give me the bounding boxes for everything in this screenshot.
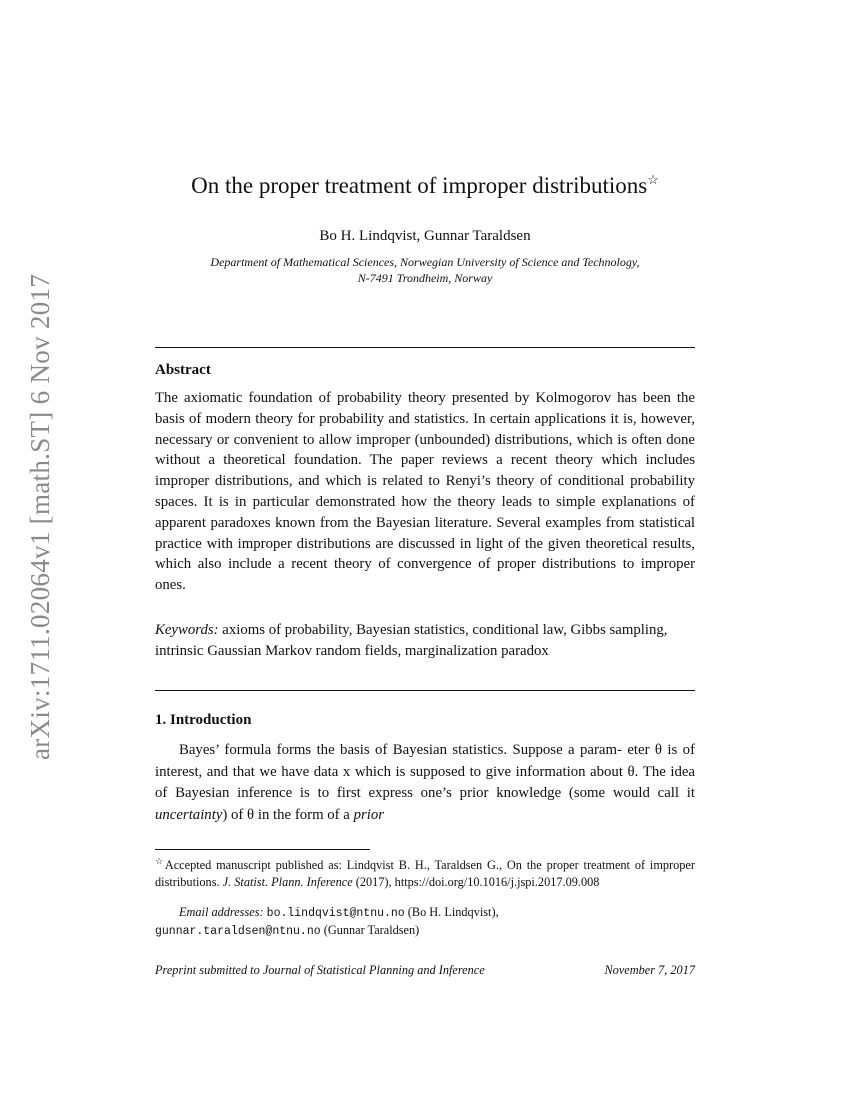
section-heading: 1. Introduction — [155, 712, 252, 728]
footnote-doi-link[interactable]: https://doi.org/10.1016/j.jspi.2017.09.008 — [394, 874, 600, 889]
footnote-year: (2017), — [355, 874, 392, 889]
intro-line-4a: prior knowledge (some would call it — [459, 785, 695, 801]
keywords-label: Keywords: — [155, 622, 219, 638]
intro-emphasis-uncertainty: uncertainty — [155, 806, 223, 823]
footnote-rule — [155, 849, 370, 850]
email-name-1: (Bo H. Lindqvist), — [407, 905, 499, 919]
paper-title — [155, 172, 695, 199]
footnote-mark: ☆ — [155, 856, 165, 866]
email-addresses — [155, 904, 695, 940]
email-link-1[interactable]: bo.lindqvist@ntnu.no — [266, 907, 405, 920]
intro-line-3: information about θ. The idea of Bayesian inference is to first express one’s — [155, 763, 695, 801]
preprint-date: November 7, 2017 — [604, 963, 695, 977]
email-name-2: (Gunnar Taraldsen) — [323, 923, 420, 937]
keywords-list: axioms of probability, Bayesian statistics, conditional law, Gibbs sampling, intrinsic Gaussian Markov random fields, marginalization paradox — [155, 622, 668, 659]
authors: Bo H. Lindqvist, Gunnar Taraldsen — [319, 228, 531, 244]
title-text: On the proper treatment of improper distributions — [191, 173, 648, 198]
intro-line-4c: ) of θ in the form of a — [222, 806, 354, 823]
footnote-text: Accepted manuscript published as: Lindqvist B. H., Taraldsen G., On the proper treatment of improper distributions. — [155, 858, 695, 889]
keywords — [155, 620, 695, 662]
preprint-notice: Preprint submitted to Journal of Statistical Planning and Inference — [155, 963, 485, 977]
footnote — [155, 853, 695, 890]
abstract-body: The axiomatic foundation of probability theory presented by Kolmogorov has been the basis of modern theory for probability and statistics. In certain applications it is, however, necessary or convenient to allow improper (unbounded) distributions, which is often done without a theoretical foundation. The paper reviews a recent theory which includes improper distributions, and which is related to Renyi’s theory of conditional probability spaces. It is in particular demonstrated how the theory leads to simple explanations of apparent paradoxes known from the Bayesian literature. Several examples from statistical practice with improper distributions are discussed in light of the given theoretical results, which also include a recent theory of convergence of proper distributions to improper ones. — [155, 390, 695, 594]
introduction-paragraph — [155, 740, 695, 826]
intro-line-2: eter θ is of interest, and that we have data x which is supposed to give — [155, 742, 695, 780]
affiliation-line-1: Department of Mathematical Sciences, Norwegian University of Science and Technology, — [210, 255, 640, 269]
title-footnote-mark[interactable]: ☆ — [647, 172, 659, 187]
affiliation — [155, 254, 695, 286]
affiliation-line-2: N-7491 Trondheim, Norway — [357, 271, 493, 285]
email-label: Email addresses: — [179, 905, 264, 919]
abstract-top-rule — [155, 347, 695, 348]
abstract-heading: Abstract — [155, 362, 211, 378]
abstract-bottom-rule — [155, 690, 695, 691]
intro-line-1: Bayes’ formula forms the basis of Bayesian statistics. Suppose a param- — [179, 742, 622, 758]
footnote-journal: J. Statist. Plann. Inference — [222, 874, 353, 889]
email-link-2[interactable]: gunnar.taraldsen@ntnu.no — [155, 925, 321, 938]
intro-emphasis-prior: prior — [353, 806, 385, 823]
arxiv-identifier: arXiv:1711.02064v1 [math.ST] 6 Nov 2017 — [25, 273, 55, 760]
